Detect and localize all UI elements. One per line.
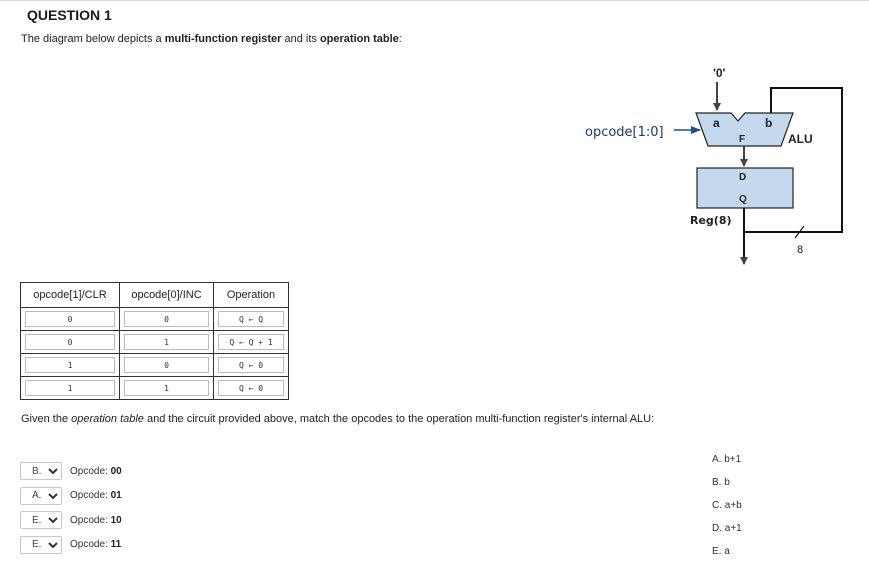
answer-choice: D. a+1 — [712, 523, 742, 534]
table-row — [21, 377, 289, 400]
table-row — [21, 308, 289, 331]
instruction-text — [21, 413, 654, 425]
table-header-row — [21, 283, 289, 308]
answer-choice: C. a+b — [712, 500, 742, 511]
cell-value: Q ← Q — [218, 311, 284, 327]
answer-select[interactable] — [20, 462, 62, 480]
answer-choice: A. b+1 — [712, 454, 742, 465]
opcode-label: opcode[1:0] — [585, 125, 664, 140]
answer-select[interactable] — [20, 536, 62, 554]
zero-constant-label: '0' — [713, 66, 726, 80]
table-cell — [120, 377, 214, 400]
table-cell — [120, 354, 214, 377]
column-header: opcode[0]/INC — [120, 283, 214, 308]
opcode-prefix: Opcode: — [70, 490, 111, 502]
table-cell — [214, 331, 289, 354]
opcode-value: 00 — [110, 465, 122, 477]
table-cell — [21, 331, 120, 354]
alu-input-a-label: a — [713, 116, 720, 130]
register-label: Reg(8) — [690, 214, 732, 227]
cell-value: 0 — [124, 311, 209, 327]
cell-value: 0 — [25, 311, 115, 327]
bus-width-label: 8 — [797, 244, 804, 256]
cell-value: Q ← Q + 1 — [218, 334, 284, 350]
match-list — [20, 459, 122, 557]
reg-output-q-label: Q — [739, 194, 747, 205]
intro-text-2: and its — [281, 33, 320, 45]
cell-value: 1 — [25, 357, 115, 373]
alu-input-b-label: b — [765, 116, 773, 130]
chevron-down-icon — [47, 466, 59, 476]
table-cell — [21, 377, 120, 400]
chevron-down-icon — [47, 540, 59, 550]
column-header: opcode[1]/CLR — [21, 283, 120, 308]
intro-text-3: : — [398, 33, 402, 45]
answer-choice: E. a — [712, 546, 730, 557]
table-cell — [21, 354, 120, 377]
instruction-suffix: and the circuit provided above, match the opcodes to the operation multi-function register's internal ALU: — [143, 413, 655, 425]
match-row — [20, 484, 122, 509]
selected-answer: A. — [32, 490, 42, 502]
alu-output-f-label: F — [739, 134, 746, 145]
match-row — [20, 533, 122, 558]
table-cell — [214, 354, 289, 377]
opcode-value: 11 — [110, 539, 122, 551]
table-cell — [214, 377, 289, 400]
feedback-wire — [744, 88, 842, 232]
table-cell — [214, 308, 289, 331]
intro-text-1: The diagram below depicts a — [21, 33, 165, 45]
table-row — [21, 354, 289, 377]
operation-table — [20, 282, 289, 400]
table-cell — [120, 331, 214, 354]
intro-bold-table: operation table — [319, 33, 399, 45]
cell-value: 0 — [25, 334, 115, 350]
opcode-prefix: Opcode: — [70, 539, 111, 551]
cell-value: 1 — [124, 334, 209, 350]
cell-value: 0 — [124, 357, 209, 373]
instruction-italic: operation table — [71, 413, 144, 425]
table-cell — [21, 308, 120, 331]
selected-answer: B. — [32, 465, 42, 477]
question-title: QUESTION 1 — [27, 7, 112, 23]
opcode-label — [70, 515, 122, 526]
match-row — [20, 508, 122, 533]
column-header: Operation — [214, 283, 289, 308]
chevron-down-icon — [47, 491, 59, 501]
instruction-prefix: Given the — [21, 413, 72, 425]
answer-choices — [712, 452, 742, 567]
selected-answer: E. — [32, 514, 42, 526]
answer-choice: B. b — [712, 477, 730, 488]
table-row — [21, 331, 289, 354]
opcode-prefix: Opcode: — [70, 514, 111, 526]
opcode-label — [70, 466, 122, 477]
opcode-label — [70, 490, 122, 501]
opcode-label — [70, 539, 121, 550]
opcode-value: 01 — [110, 490, 122, 502]
cell-value: 1 — [25, 380, 115, 396]
match-row — [20, 459, 122, 484]
cell-value: Q ← 0 — [218, 380, 284, 396]
table-cell — [120, 308, 214, 331]
cell-value: 1 — [124, 380, 209, 396]
opcode-value: 10 — [110, 514, 122, 526]
opcode-prefix: Opcode: — [70, 465, 111, 477]
cell-value: Q ← 0 — [218, 357, 284, 373]
chevron-down-icon — [47, 515, 59, 525]
answer-select[interactable] — [20, 511, 62, 529]
selected-answer: E. — [32, 539, 42, 551]
answer-select[interactable] — [20, 487, 62, 505]
alu-label: ALU — [788, 132, 813, 146]
reg-input-d-label: D — [739, 172, 747, 183]
intro-bold-register: multi-function register — [164, 33, 282, 45]
